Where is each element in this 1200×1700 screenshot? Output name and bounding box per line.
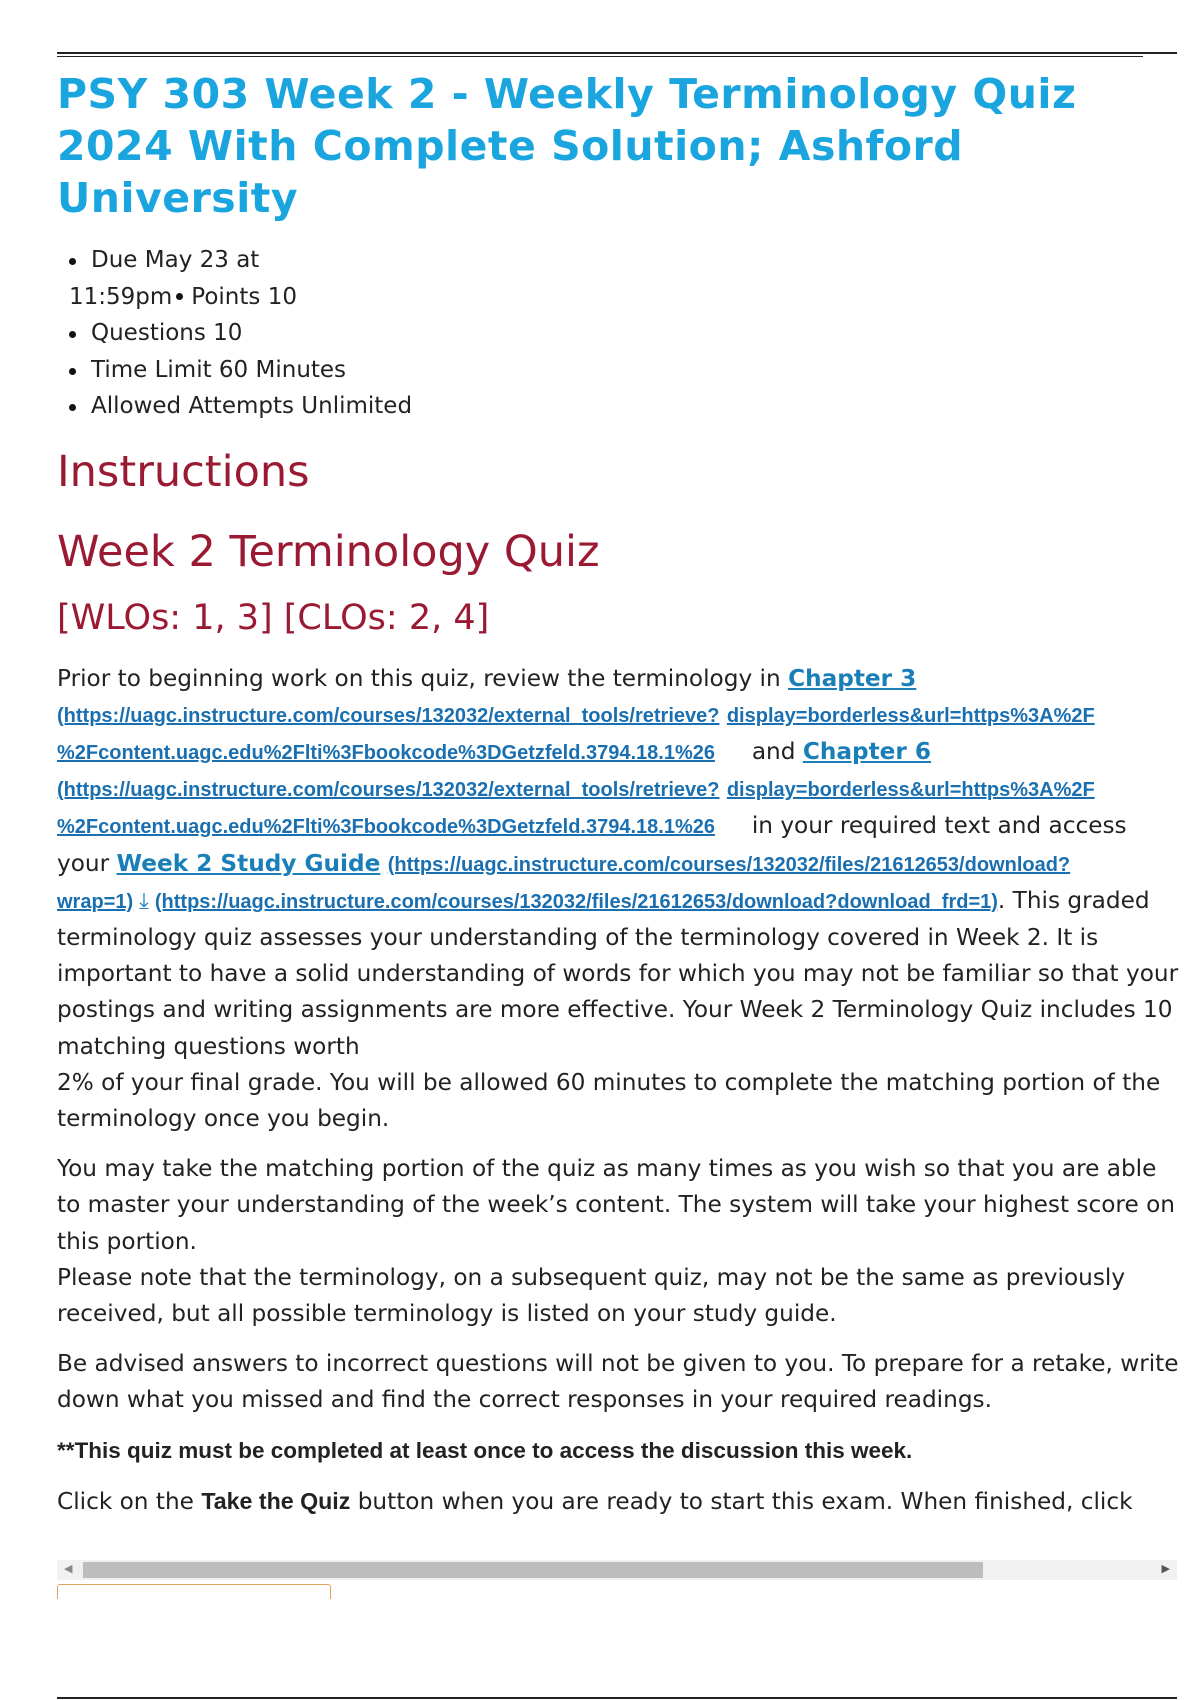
bottom-rule: [57, 1697, 1177, 1699]
scroll-right-arrow-icon[interactable]: ▶: [1161, 1562, 1170, 1575]
chapter-6-url-b[interactable]: display=borderless&url=https%3A%2F: [726, 779, 1095, 802]
due-points-item: 11:59pm Points 10: [69, 283, 297, 310]
scrollbar-thumb[interactable]: [83, 1562, 983, 1578]
terminology-note-paragraph: Please note that the terminology, on a subsequent quiz, may not be the same as previously received, but all possible terminology is listed on your study guide.: [57, 1263, 1126, 1327]
chapter-3-link[interactable]: Chapter 3: [788, 664, 917, 692]
document-title: PSY 303 Week 2 - Weekly Terminology Quiz 2024 With Complete Solution; Ashford University: [57, 70, 1077, 222]
top-rule-inner: [57, 56, 1143, 57]
retake-paragraph: You may take the matching portion of the quiz as many times as you wish so that you are able to master your understanding of the week’s content. The system will take your highest score on this portion.: [57, 1155, 1175, 1255]
study-guide-link[interactable]: Week 2 Study Guide: [116, 849, 381, 877]
take-quiz-button-name: Take the Quiz: [201, 1487, 351, 1514]
chapter-3-url-a[interactable]: (https://uagc.instructure.com/courses/132032/external_tools/retrieve?: [57, 704, 720, 727]
chapter-6-url-c[interactable]: %2Fcontent.uagc.edu%2Flti%3Fbookcode%3DGetzfeld.3794.18.1%26: [57, 816, 715, 839]
chapter-6-link[interactable]: Chapter 6: [802, 737, 932, 765]
questions-item: Questions 10: [69, 315, 1179, 352]
completion-warning: **This quiz must be completed at least once to access the discussion this week.: [57, 1437, 913, 1463]
document-page: [57, 68, 1179, 1520]
chapter-3-url-b[interactable]: display=borderless&url=https%3A%2F: [726, 704, 1095, 727]
chapter-3-url-c[interactable]: %2Fcontent.uagc.edu%2Flti%3Fbookcode%3DGetzfeld.3794.18.1%26: [57, 741, 715, 764]
intro-paragraph: Prior to beginning work on this quiz, review the terminology in Chapter 3 (https://uagc.instructure.com/courses/132032/external_tools/retrieve? display=borderless&url=https%3A%2F %2Fcontent.uagc.edu%2Flti%3Fbookcode%3DGetzfeld.3794.18.1%26 and Chapter 6 (https://uagc.instructure.com/courses/132032/external_tools/retrieve? display=borderless&url=https%3A%2F %2Fcontent.uagc.edu%2Flti%3Fbookcode%3DGetzfeld.3794.18.1%26 in your required text and access your Week 2 Study Guide (https://uagc.instructure.com/courses/132032/files/21612653/download? wrap=1) ⤓ (https://uagc.instructure.com/courses/132032/files/21612653/download?download_frd=1). This graded terminology quiz assesses your understanding of the terminology covered in Week 2. It is important to have a solid understanding of words for which you may not be familiar so that your postings and writing assignments are more effective. Your Week 2 Terminology Quiz includes 10 matching questions worth 2% of your final grade. You will be allowed 60 minutes to complete the matching portion of the terminology once you begin.: [57, 664, 1179, 1132]
scroll-left-arrow-icon[interactable]: ◀: [64, 1562, 73, 1575]
study-guide-url-a[interactable]: (https://uagc.instructure.com/courses/132032/files/21612653/download?: [387, 853, 1071, 876]
learning-outcomes-heading: [WLOs: 1, 3] [CLOs: 2, 4]: [57, 597, 490, 638]
horizontal-scrollbar[interactable]: [57, 1560, 1177, 1580]
quiz-details-list: [69, 242, 1179, 425]
time-limit-item: Time Limit 60 Minutes: [69, 352, 1179, 389]
chapter-6-url-a[interactable]: (https://uagc.instructure.com/courses/132032/external_tools/retrieve?: [57, 779, 720, 802]
top-rule: [57, 52, 1177, 54]
advice-paragraph: Be advised answers to incorrect questions will not be given to you. To prepare for a retake, write down what you missed and find the correct responses in your required readings.: [57, 1350, 1179, 1414]
instructions-heading: Instructions: [57, 446, 310, 497]
take-quiz-instruction: Click on the Take the Quiz button when you are ready to start this exam. When finished, click: [57, 1487, 1133, 1515]
study-guide-download-url[interactable]: (https://uagc.instructure.com/courses/132032/files/21612653/download?download_frd=1): [154, 890, 998, 913]
study-guide-url-b[interactable]: wrap=1): [57, 890, 134, 913]
points-text: Points 10: [191, 283, 297, 310]
due-item: Due May 23 at: [69, 242, 1179, 279]
attempts-item: Allowed Attempts Unlimited: [69, 388, 1179, 425]
quiz-heading: Week 2 Terminology Quiz: [57, 526, 600, 577]
take-quiz-button-outline[interactable]: [57, 1584, 331, 1599]
download-icon[interactable]: ⤓: [139, 888, 149, 914]
